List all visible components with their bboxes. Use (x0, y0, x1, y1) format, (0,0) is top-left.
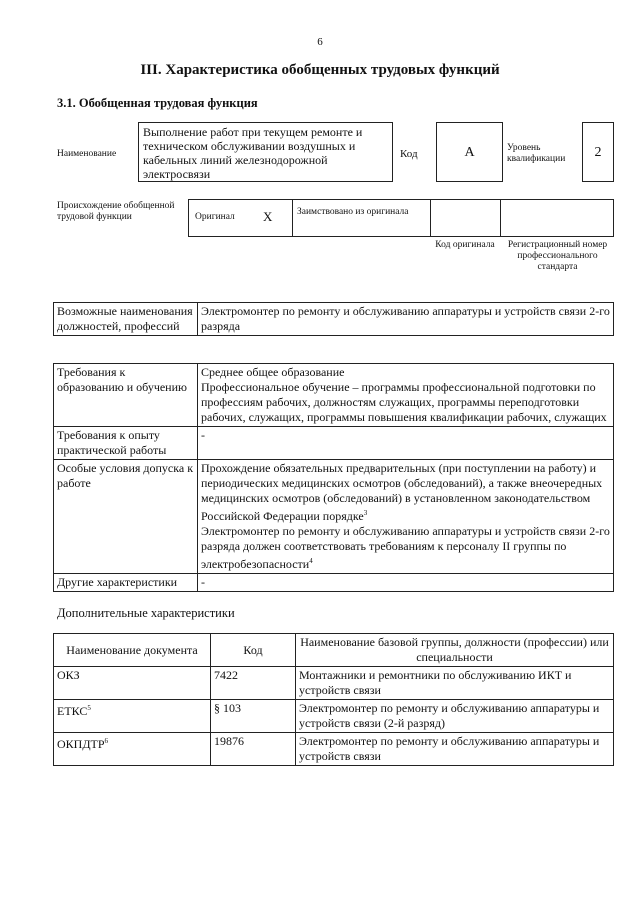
doc-cell: ОКЗ (54, 667, 211, 700)
borrowed-label: Заимствовано из оригинала (297, 207, 409, 217)
education-label: Требования к образованию и обучению (54, 364, 198, 427)
header-code: Код (211, 634, 296, 667)
footnote-5: 5 (87, 704, 91, 712)
experience-value: - (198, 427, 614, 460)
group-cell: Монтажники и ремонтники по обслуживанию ИКТ и устройств связи (296, 667, 614, 700)
section-title: III. Характеристика обобщенных трудовых функций (140, 62, 500, 78)
experience-label: Требования к опыту практической работы (54, 427, 198, 460)
code-label: Код (400, 148, 418, 160)
admission-label: Особые условия допуска к работе (54, 460, 198, 574)
table-row (54, 733, 614, 766)
positions-label: Возможные наименования должностей, профессий (54, 303, 198, 336)
header-document: Наименование документа (54, 634, 211, 667)
group-cell: Электромонтер по ремонту и обслуживанию аппаратуры и устройств связи (2-й разряд) (296, 700, 614, 733)
code-cell: 19876 (211, 733, 296, 766)
code-cell: § 103 (211, 700, 296, 733)
origin-table (188, 199, 614, 237)
divider (500, 200, 501, 237)
table-row (54, 667, 614, 700)
divider (292, 200, 293, 237)
admission-text-2: Электромонтер по ремонту и обслуживанию аппаратуры и устройств связи 2-го разряда должен соответствовать требованиям к персоналу II группы по электробезопасности (201, 524, 610, 571)
table-row (54, 700, 614, 733)
subsection-title: 3.1. Обобщенная трудовая функция (57, 96, 258, 110)
requirements-table (53, 363, 614, 592)
origin-label: Происхождение обобщенной трудовой функции (57, 201, 175, 222)
qualification-level-value: 2 (582, 122, 614, 182)
doc-cell: ОКПДТР$^6$ (54, 733, 211, 766)
function-code-value: A (436, 122, 503, 182)
original-label: Оригинал (195, 212, 235, 222)
name-label: Наименование (57, 149, 117, 159)
group-cell: Электромонтер по ремонту и обслуживанию аппаратуры и устройств связи (296, 733, 614, 766)
level-label: Уровень квалификации (507, 143, 566, 164)
divider (430, 200, 431, 237)
positions-table (53, 302, 614, 336)
admission-text-1: Прохождение обязательных предварительных (при поступлении на работу) и периодических медицинских осмотров (обследований), а также внеочередных медицинских осмотров (обследований) в установленном законодательством Российской Федерации порядке (201, 461, 603, 523)
other-label: Другие характеристики (54, 574, 198, 592)
additional-heading: Дополнительные характеристики (57, 606, 235, 620)
page-number: 6 (317, 36, 323, 48)
education-value: Среднее общее образование Профессиональное обучение – программы профессиональной подготовки по профессиям рабочих, должностям служащих, программы переподготовки рабочих, служащих, программы повышения квалификации рабочих, служащих (198, 364, 614, 427)
code-original-caption: Код оригинала (435, 240, 495, 250)
footnote-3: 3 (363, 509, 368, 517)
function-name-value: Выполнение работ при текущем ремонте и техническом обслуживании воздушных и кабельных линий железнодорожной электросвязи (138, 122, 393, 182)
reg-number-caption: Регистрационный номер профессионального стандарта (507, 240, 608, 272)
footnote-6: 6 (104, 737, 109, 745)
other-value: - (198, 574, 614, 592)
footnote-4: 4 (309, 557, 313, 565)
positions-value: Электромонтер по ремонту и обслуживанию аппаратуры и устройств связи 2-го разряда (198, 303, 614, 336)
header-group-name: Наименование базовой группы, должности (профессии) или специальности (296, 634, 614, 667)
admission-value (198, 460, 614, 574)
doc-cell: ЕТКС$^5$ (54, 700, 211, 733)
code-cell: 7422 (211, 667, 296, 700)
original-mark: X (263, 209, 273, 224)
additional-table (53, 633, 614, 766)
